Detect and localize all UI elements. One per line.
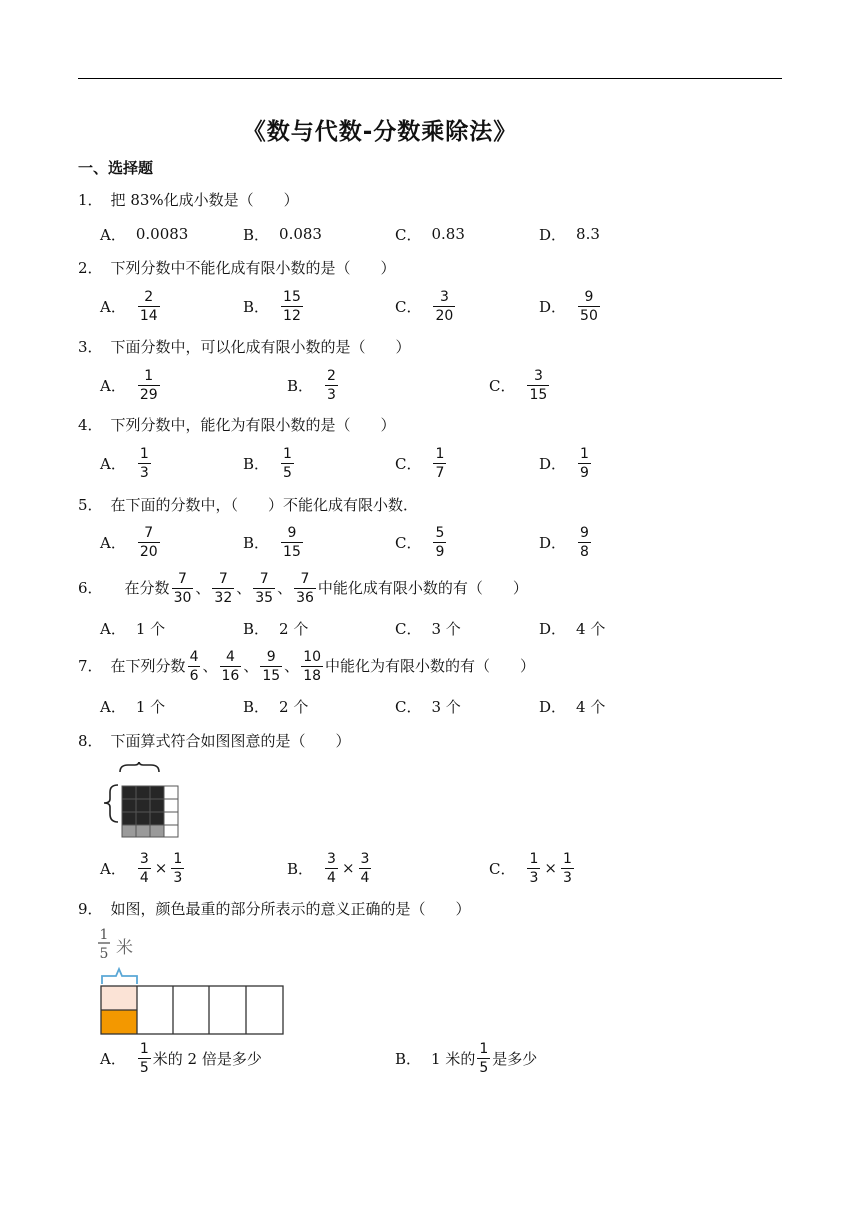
figure-denominator: 5 <box>99 946 109 962</box>
fraction <box>260 649 282 684</box>
numerator: 1 <box>435 445 445 462</box>
option-b[interactable] <box>243 286 305 326</box>
option-text: 0.83 <box>431 225 465 243</box>
option-label: B． <box>243 297 270 316</box>
question-number: 9． <box>78 900 103 918</box>
denominator: 4 <box>360 869 370 886</box>
option-label: C． <box>395 697 422 716</box>
fraction <box>138 289 160 324</box>
fraction <box>433 289 455 324</box>
option-d[interactable] <box>539 214 600 254</box>
numerator: 9 <box>266 648 276 665</box>
question-2-stem <box>78 258 396 278</box>
fraction <box>138 851 151 886</box>
question-text: 如图，颜色最重的部分所表示的意义正确的是（ ） <box>110 900 471 918</box>
times-symbol: × <box>154 859 168 877</box>
option-label: C． <box>395 297 422 316</box>
option-b[interactable] <box>287 848 373 888</box>
numerator: 7 <box>178 570 187 587</box>
separator: 、 <box>243 657 259 675</box>
gray-cells <box>122 825 164 837</box>
denominator: 36 <box>296 589 314 606</box>
numerator: 1 <box>139 1040 149 1057</box>
numerator: 4 <box>189 648 199 665</box>
denominator: 3 <box>529 869 539 886</box>
option-text: 4 个 <box>576 697 606 716</box>
question-7-stem <box>78 646 535 686</box>
denominator: 5 <box>479 1059 489 1076</box>
question-text: 把 83%化成小数是（ ） <box>110 191 299 209</box>
denominator: 9 <box>435 543 445 560</box>
option-text: 2 个 <box>279 697 309 716</box>
grid-figure <box>98 762 188 840</box>
option-text: 1 个 <box>135 697 166 716</box>
option-text: 0.083 <box>279 225 322 243</box>
fraction <box>294 571 316 606</box>
numerator: 3 <box>533 367 543 384</box>
option-c[interactable] <box>395 522 448 562</box>
separator: 、 <box>195 579 211 597</box>
question-9-stem <box>78 899 471 919</box>
numerator: 3 <box>139 850 149 867</box>
numerator: 7 <box>259 570 269 587</box>
left-brace <box>104 785 118 822</box>
option-text: 米的 2 倍是多少 <box>152 1049 262 1068</box>
section-heading: 一、选择题 <box>78 159 154 177</box>
dark-cells <box>122 786 164 825</box>
question-3-stem <box>78 337 411 357</box>
fraction <box>578 446 591 481</box>
orange-cell <box>101 1010 137 1034</box>
numerator: 2 <box>327 367 336 384</box>
fraction <box>172 571 194 606</box>
question-text: 中能化为有限小数的有（ ） <box>325 657 536 675</box>
question-text: 在分数 <box>124 579 170 597</box>
denominator: 15 <box>262 667 281 684</box>
option-text: 0.0083 <box>135 225 189 243</box>
option-label: C． <box>395 619 422 638</box>
question-number: 8． <box>78 732 103 750</box>
fraction <box>171 851 184 886</box>
option-d[interactable] <box>539 443 593 483</box>
separator: 、 <box>277 579 293 597</box>
denominator: 12 <box>283 307 301 324</box>
fraction <box>527 851 540 886</box>
fraction <box>527 368 549 403</box>
denominator: 3 <box>327 386 336 403</box>
option-label: D． <box>539 454 567 473</box>
option-label: C． <box>489 376 516 395</box>
question-number: 2． <box>78 259 103 277</box>
denominator: 7 <box>435 464 445 481</box>
denominator: 16 <box>221 667 240 684</box>
question-6-stem <box>78 568 528 608</box>
separator: 、 <box>236 579 252 597</box>
denominator: 20 <box>435 307 454 324</box>
question-number: 1． <box>78 191 103 209</box>
option-a[interactable] <box>100 286 162 326</box>
option-c[interactable] <box>489 365 551 405</box>
option-label: B． <box>243 619 270 638</box>
option-label: C． <box>489 859 516 878</box>
numerator: 1 <box>139 445 149 462</box>
blue-brace <box>102 969 137 984</box>
option-a[interactable] <box>100 522 162 562</box>
option-d[interactable] <box>539 522 593 562</box>
option-label: A． <box>100 619 126 638</box>
header-rule <box>78 78 782 79</box>
fraction <box>188 649 201 684</box>
numerator: 1 <box>529 850 539 867</box>
numerator: 1 <box>173 850 183 867</box>
fraction <box>281 446 294 481</box>
option-c[interactable] <box>395 686 461 726</box>
option-label: A． <box>100 697 126 716</box>
numerator: 1 <box>562 850 572 867</box>
separator: 、 <box>284 657 300 675</box>
denominator: 35 <box>255 589 274 606</box>
numerator: 4 <box>225 648 235 665</box>
question-text: 在下列分数 <box>110 657 186 675</box>
option-d[interactable] <box>539 686 605 726</box>
separator: 、 <box>202 657 218 675</box>
page-title: 《数与代数-分数乘除法》 <box>242 119 518 145</box>
option-text: 2 个 <box>279 619 309 638</box>
option-label: B． <box>287 376 314 395</box>
denominator: 14 <box>139 307 158 324</box>
numerator: 7 <box>218 570 228 587</box>
numerator: 7 <box>300 570 310 587</box>
denominator: 6 <box>189 667 199 684</box>
fraction <box>138 446 151 481</box>
option-text: 1 米的 <box>431 1049 476 1068</box>
option-a[interactable] <box>100 443 153 483</box>
option-b[interactable] <box>243 686 308 726</box>
denominator: 50 <box>580 307 598 324</box>
denominator: 5 <box>139 1059 149 1076</box>
option-b[interactable] <box>243 522 305 562</box>
question-8-stem <box>78 731 351 751</box>
denominator: 18 <box>303 667 322 684</box>
option-a[interactable] <box>100 1038 262 1078</box>
option-d[interactable] <box>539 286 602 326</box>
denominator: 5 <box>283 464 292 481</box>
times-symbol: × <box>544 859 557 877</box>
denominator: 4 <box>139 869 149 886</box>
fraction <box>578 525 591 560</box>
fraction <box>359 851 372 886</box>
option-label: D． <box>539 619 567 638</box>
question-4-stem <box>78 415 396 435</box>
strip-figure <box>96 926 288 1038</box>
question-1-stem <box>78 190 299 210</box>
numerator: 15 <box>283 288 301 305</box>
numerator: 3 <box>327 850 336 867</box>
option-label: A． <box>100 225 126 244</box>
numerator: 9 <box>287 524 297 541</box>
denominator: 3 <box>139 464 149 481</box>
question-text: 下面算式符合如图图意的是（ ） <box>110 732 351 750</box>
fraction <box>138 368 160 403</box>
option-text: 4 个 <box>576 619 606 638</box>
option-b[interactable] <box>243 608 308 648</box>
option-text: 是多少 <box>492 1049 538 1068</box>
option-label: D． <box>539 533 567 552</box>
denominator: 30 <box>173 589 192 606</box>
option-a[interactable] <box>100 214 188 254</box>
denominator: 3 <box>562 869 572 886</box>
option-c[interactable] <box>489 848 576 888</box>
question-text: 下列分数中不能化成有限小数的是（ ） <box>110 259 396 277</box>
option-label: B． <box>243 225 270 244</box>
option-label: A． <box>100 1049 126 1068</box>
denominator: 20 <box>139 543 158 560</box>
option-a[interactable] <box>100 608 165 648</box>
numerator: 1 <box>283 445 292 462</box>
option-c[interactable] <box>395 608 461 648</box>
fraction <box>561 851 574 886</box>
numerator: 1 <box>580 445 589 462</box>
option-a[interactable] <box>100 686 165 726</box>
option-c[interactable] <box>395 286 457 326</box>
numerator: 1 <box>144 367 154 384</box>
numerator: 9 <box>580 524 589 541</box>
option-label: B． <box>243 533 270 552</box>
numerator: 3 <box>360 850 370 867</box>
option-label: A． <box>100 454 126 473</box>
option-label: A． <box>100 859 126 878</box>
option-label: B． <box>243 697 270 716</box>
option-text: 3 个 <box>431 619 461 638</box>
fraction <box>281 525 303 560</box>
denominator: 15 <box>283 543 301 560</box>
option-label: C． <box>395 533 422 552</box>
numerator: 7 <box>144 524 154 541</box>
numerator: 5 <box>435 524 445 541</box>
option-text: 1 个 <box>135 619 166 638</box>
option-text: 8.3 <box>576 225 600 243</box>
option-c[interactable] <box>395 214 465 254</box>
question-text: 下面分数中，可以化成有限小数的是（ ） <box>110 338 411 356</box>
peach-cell <box>101 986 137 1010</box>
question-number: 6． <box>78 579 103 597</box>
denominator: 32 <box>214 589 233 606</box>
numerator: 9 <box>584 288 594 305</box>
option-label: C． <box>395 454 422 473</box>
option-b[interactable] <box>287 365 340 405</box>
option-label: D． <box>539 297 567 316</box>
option-text: 3 个 <box>431 697 461 716</box>
option-a[interactable] <box>100 848 186 888</box>
numerator: 3 <box>439 288 449 305</box>
question-number: 4． <box>78 416 103 434</box>
option-label: D． <box>539 697 567 716</box>
option-label: A． <box>100 297 126 316</box>
numerator: 2 <box>144 288 154 305</box>
option-label: A． <box>100 376 126 395</box>
denominator: 15 <box>529 386 548 403</box>
question-text: 下列分数中，能化为有限小数的是（ ） <box>110 416 396 434</box>
question-text: 中能化成有限小数的有（ ） <box>317 579 528 597</box>
top-brace <box>120 762 159 772</box>
fraction <box>433 446 446 481</box>
option-b[interactable] <box>243 443 296 483</box>
option-label: C． <box>395 225 422 244</box>
denominator: 8 <box>580 543 589 560</box>
question-number: 7． <box>78 657 103 675</box>
question-5-stem <box>78 495 418 515</box>
fraction <box>578 289 600 324</box>
fraction <box>433 525 446 560</box>
fraction <box>301 649 323 684</box>
option-b[interactable] <box>243 214 322 254</box>
times-symbol: × <box>341 859 355 877</box>
fraction <box>253 571 275 606</box>
fraction <box>477 1041 490 1076</box>
denominator: 3 <box>173 869 183 886</box>
numerator: 1 <box>479 1040 489 1057</box>
fraction <box>138 525 160 560</box>
option-b[interactable] <box>395 1038 537 1078</box>
option-label: B． <box>395 1049 422 1068</box>
denominator: 4 <box>327 869 336 886</box>
question-number: 3． <box>78 338 103 356</box>
fraction <box>281 289 303 324</box>
fraction <box>325 851 338 886</box>
option-label: B． <box>243 454 270 473</box>
option-c[interactable] <box>395 443 448 483</box>
question-number: 5． <box>78 496 103 514</box>
question-text: 在下面的分数中，（ ）不能化成有限小数． <box>110 496 419 514</box>
option-label: A． <box>100 533 126 552</box>
fraction <box>325 368 338 403</box>
figure-numerator: 1 <box>99 927 109 943</box>
fraction <box>220 649 242 684</box>
option-label: B． <box>287 859 314 878</box>
numerator: 10 <box>303 648 322 665</box>
denominator: 29 <box>139 386 158 403</box>
option-a[interactable] <box>100 365 162 405</box>
option-d[interactable] <box>539 608 605 648</box>
fraction <box>138 1041 151 1076</box>
figure-unit: 米 <box>116 938 133 958</box>
fraction <box>212 571 234 606</box>
denominator: 9 <box>580 464 589 481</box>
option-label: D． <box>539 225 567 244</box>
